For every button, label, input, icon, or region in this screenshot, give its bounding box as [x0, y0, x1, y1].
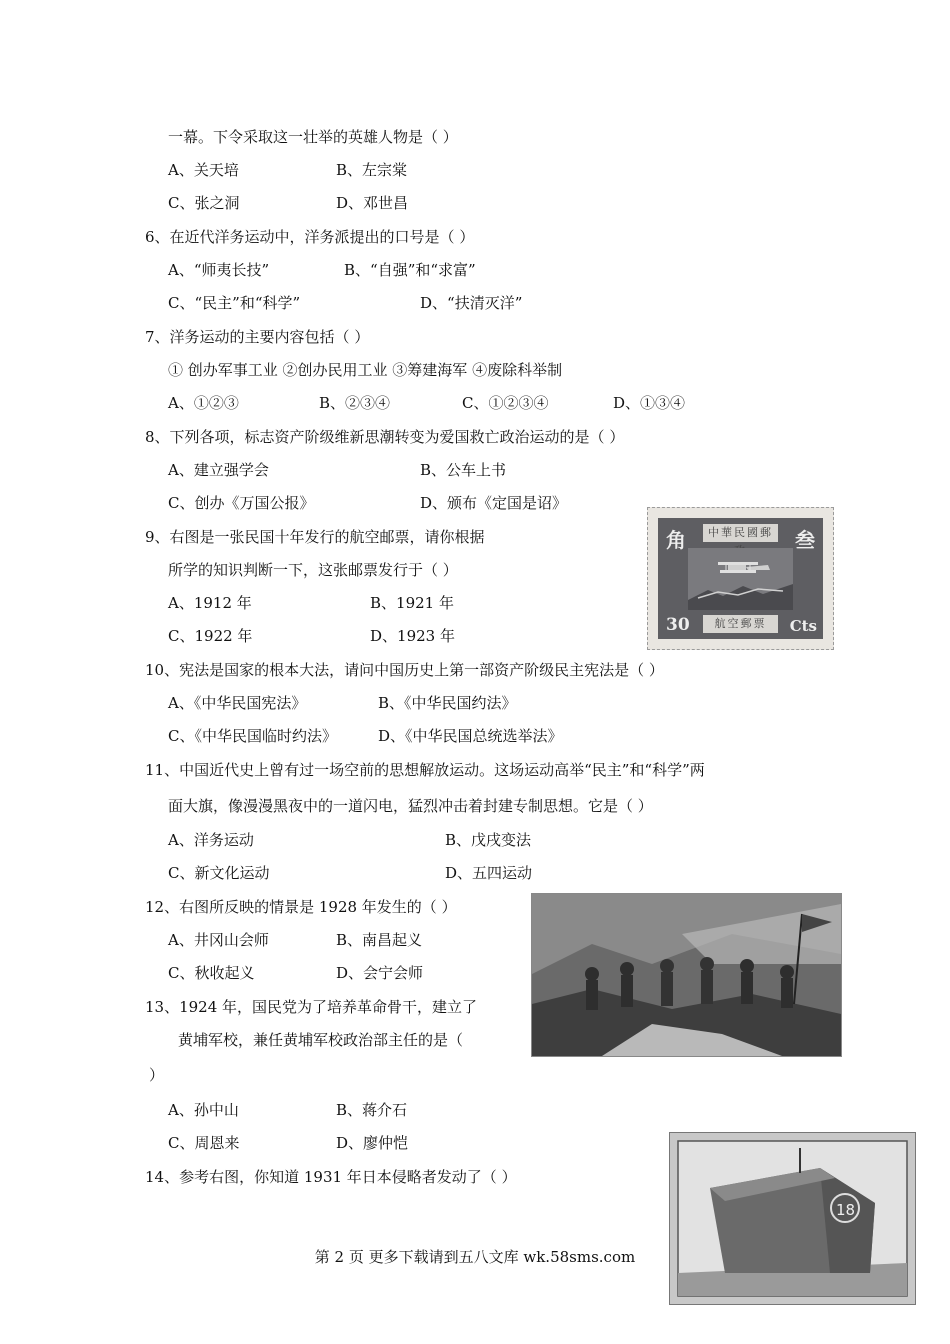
q11-option-c: C、新文化运动 [168, 864, 270, 882]
q13-option-a: A、孙中山 [168, 1101, 239, 1119]
q7-items: ① 创办军事工业 ②创办民用工业 ③筹建海军 ④废除科举制 [168, 361, 563, 379]
q12-option-d: D、会宁会师 [336, 964, 424, 982]
q9-stem-2: 所学的知识判断一下，这张邮票发行于（ ） [168, 561, 458, 579]
q13-stem-1: 13、1924 年，国民党为了培养革命骨干，建立了 [145, 998, 478, 1016]
q8-option-b: B、公车上书 [420, 461, 507, 479]
q8-option-d: D、颁布《定国是诏》 [420, 494, 568, 512]
q11-stem-2: 面大旗，像漫漫黑夜中的一道闪电，猛烈冲击着封建专制思想。它是（ ） [168, 797, 653, 815]
q5-stem-continued: 一幕。下令采取这一壮举的英雄人物是（ ） [168, 128, 458, 146]
september-18-monument-image [669, 1132, 916, 1305]
q7-option-c: C、①②③④ [462, 394, 549, 412]
biplane-great-wall-icon [688, 548, 793, 610]
stamp-top-banner: 中華民國郵 [703, 524, 778, 542]
stamp-bottom-banner: 航空郵票 [703, 615, 778, 633]
q9-option-c: C、1922 年 [168, 627, 253, 645]
q7-stem: 7、洋务运动的主要内容包括（ ） [145, 328, 370, 346]
q13-option-b: B、蒋介石 [336, 1101, 408, 1119]
q9-option-a: A、1912 年 [168, 594, 252, 612]
q11-option-a: A、洋务运动 [168, 831, 254, 849]
q10-option-d: D、《中华民国总统选举法》 [378, 727, 563, 745]
q8-option-c: C、创办《万国公报》 [168, 494, 315, 512]
q12-option-c: C、秋收起义 [168, 964, 255, 982]
q13-stem-2: 黄埔军校，兼任黄埔军校政治部主任的是（ [178, 1031, 464, 1049]
q12-stem: 12、右图所反映的情景是 1928 年发生的（ ） [145, 898, 457, 916]
q11-stem-1: 11、中国近代史上曾有过一场空前的思想解放运动。这场运动高举“民主”和“科学”两 [145, 761, 705, 779]
q13-option-d: D、廖仲恺 [336, 1134, 409, 1152]
q6-option-d: D、“扶清灭洋” [420, 294, 523, 312]
q7-option-d: D、①③④ [613, 394, 686, 412]
q11-option-b: B、戊戌变法 [445, 831, 532, 849]
q14-stem: 14、参考右图，你知道 1931 年日本侵略者发动了（ ） [145, 1168, 517, 1186]
q10-stem: 10、宪法是国家的根本大法，请问中国历史上第一部资产阶级民主宪法是（ ） [145, 661, 664, 679]
q5-option-a: A、关天培 [168, 161, 239, 179]
q6-option-c: C、“民主”和“科学” [168, 294, 301, 312]
stamp-value-left: 30 [666, 615, 690, 635]
q7-option-b: B、②③④ [319, 394, 391, 412]
q6-stem: 6、在近代洋务运动中，洋务派提出的口号是（ ） [145, 228, 475, 246]
q5-option-c: C、张之洞 [168, 194, 240, 212]
q5-option-b: B、左宗棠 [336, 161, 408, 179]
q10-option-a: A、《中华民国宪法》 [168, 694, 307, 712]
q9-stem-1: 9、右图是一张民国十年发行的航空邮票，请你根据 [145, 528, 485, 546]
monument-icon [670, 1133, 915, 1304]
q9-option-d: D、1923 年 [370, 627, 455, 645]
q6-option-a: A、“师夷长技” [168, 261, 270, 279]
q9-option-b: B、1921 年 [370, 594, 454, 612]
crowd-scene-icon [532, 894, 841, 1056]
q13-stem-3: ） [149, 1066, 165, 1084]
q8-option-a: A、建立强学会 [168, 461, 269, 479]
q5-option-d: D、邓世昌 [336, 194, 409, 212]
airmail-stamp-image [647, 507, 834, 650]
q11-option-d: D、五四运动 [445, 864, 533, 882]
monument-number: 18 [836, 1201, 856, 1219]
jinggangshan-painting-image [531, 893, 842, 1057]
stamp-value-right: Cts [789, 617, 817, 635]
q12-option-b: B、南昌起义 [336, 931, 423, 949]
q8-stem: 8、下列各项，标志资产阶级维新思潮转变为爱国救亡政治运动的是（ ） [145, 428, 625, 446]
q10-option-c: C、《中华民国临时约法》 [168, 727, 337, 745]
stamp-right-glyph: 叁 [795, 528, 815, 552]
q10-option-b: B、《中华民国约法》 [378, 694, 517, 712]
q7-option-a: A、①②③ [168, 394, 239, 412]
q12-option-a: A、井冈山会师 [168, 931, 269, 949]
q13-option-c: C、周恩来 [168, 1134, 240, 1152]
stamp-left-glyph: 角 [666, 528, 686, 552]
stamp-face [658, 518, 823, 639]
q6-option-b: B、“自强”和“求富” [344, 261, 476, 279]
page-footer: 第 2 页 更多下载请到五八文库 wk.58sms.com [314, 1248, 636, 1266]
